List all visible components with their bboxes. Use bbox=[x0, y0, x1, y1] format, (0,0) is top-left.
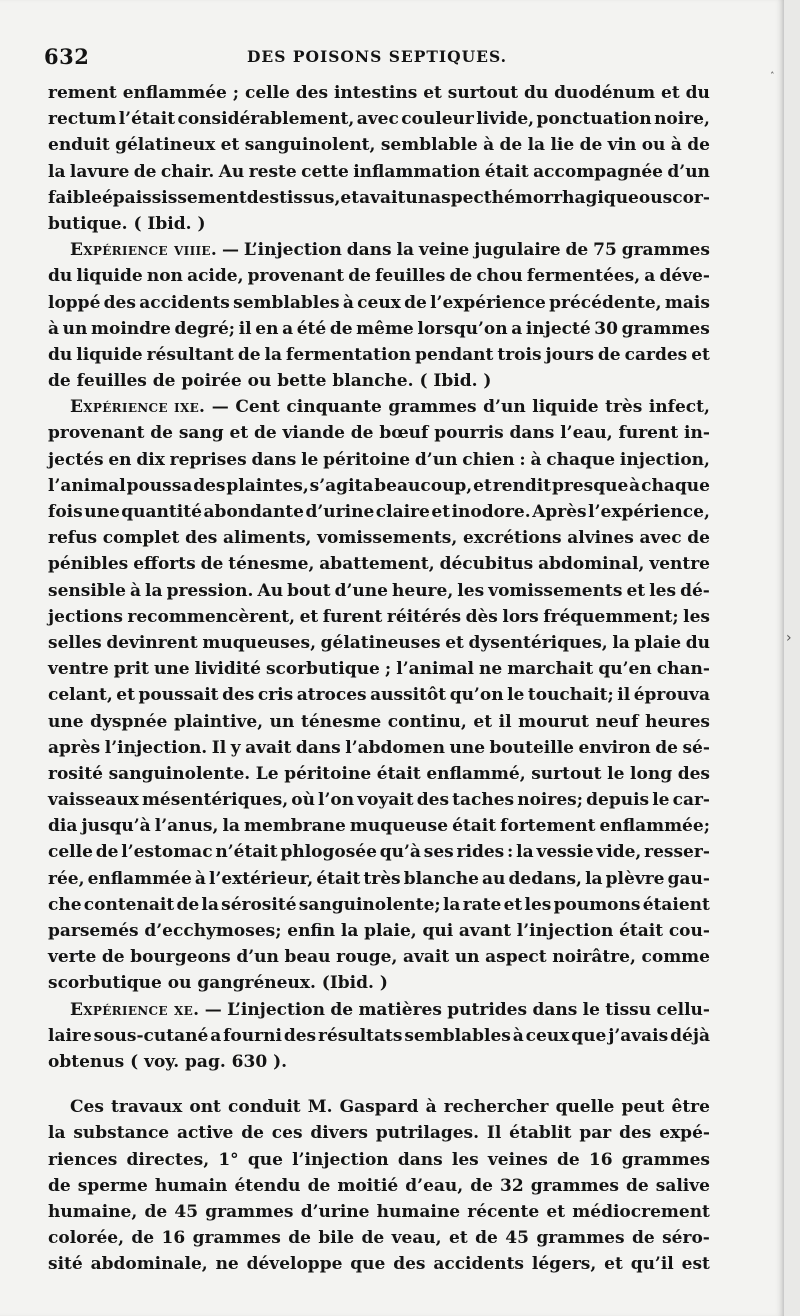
text-line: jectés en dix reprises dans le péritoine d’un chien : à chaque injection, bbox=[48, 449, 710, 470]
experiment-label: Expérience viiie. bbox=[70, 240, 218, 261]
text-line: rée, enflammée à l’extérieur, était très blanche au dedans, la plèvre gau- bbox=[48, 868, 710, 889]
text-line: parsemés d’ecchymoses; enfin la plaie, qui avant l’injection était cou- bbox=[48, 921, 710, 941]
text-line: celle de l’estomac n’était phlogosée qu’à ses rides : la vessie vide, resser- bbox=[48, 842, 710, 863]
text-line: vaisseaux mésentériques, où l’on voyait des taches noires; depuis le car- bbox=[48, 790, 710, 811]
text-line: loppé des accidents semblables à ceux de l’expérience précédente, mais bbox=[48, 292, 710, 313]
text-line: Expérience viiie. — L’injection dans la veine jugulaire de 75 grammes bbox=[48, 237, 710, 263]
text-line: provenant de sang et de viande de bœuf pourris dans l’eau, furent in- bbox=[48, 423, 710, 444]
text-line: pénibles efforts de ténesme, abattement, décubitus abdominal, ventre bbox=[48, 554, 710, 575]
paragraph-experience-9 bbox=[48, 394, 710, 996]
page-number: 632 bbox=[44, 44, 90, 69]
text-line: riences directes, 1° que l’injection dans les veines de 16 grammes bbox=[48, 1149, 710, 1170]
text-line: obtenus ( voy. pag. 630 ). bbox=[48, 1051, 288, 1072]
text-line: ventre prit une lividité scorbutique ; l’animal ne marchait qu’en chan- bbox=[48, 659, 710, 680]
text-line: après l’injection. Il y avait dans l’abdomen une bouteille environ de sé- bbox=[48, 737, 710, 758]
text-line: dia jusqu’à l’anus, la membrane muqueuse était fortement enflammée; bbox=[48, 816, 710, 837]
text-line: selles devinrent muqueuses, gélatineuses et dysentériques, la plaie du bbox=[48, 632, 710, 653]
margin-tick: › bbox=[786, 630, 792, 646]
text-line: Expérience xe. — L’injection de matières putrides dans le tissu cellu- bbox=[48, 997, 710, 1023]
paragraph-experience-10 bbox=[48, 997, 710, 1076]
text-line: l’animal poussa des plaintes, s’agita beaucoup, et rendit presque à chaque bbox=[48, 475, 710, 496]
text-line: faible épaississement des tissus, et avait un aspect hémorrhagique ou scor- bbox=[48, 187, 710, 208]
margin-tick: ˰ bbox=[770, 59, 775, 75]
text-line: laire sous-cutané a fourni des résultats semblables à ceux que j’avais déjà bbox=[48, 1025, 710, 1046]
text-line: sité abdominale, ne développe que des accidents légers, et qu’il est bbox=[48, 1254, 710, 1275]
text-line: du liquide résultant de la fermentation pendant trois jours de cardes et bbox=[48, 344, 710, 365]
text-line: verte de bourgeons d’un beau rouge, avait un aspect noirâtre, comme bbox=[48, 947, 710, 968]
text-line: de feuilles de poirée ou bette blanche. ( Ibid. ) bbox=[48, 371, 492, 392]
text-line: rosité sanguinolente. Le péritoine était enflammé, surtout le long des bbox=[48, 763, 710, 784]
text-line: jections recommencèrent, et furent réitérés dès lors fréquemment; les bbox=[48, 606, 710, 627]
text-line: sensible à la pression. Au bout d’une heure, les vomissements et les dé- bbox=[48, 580, 710, 601]
text-line: che contenait de la sérosité sanguinolente; la rate et les poumons étaient bbox=[48, 894, 710, 915]
text-line: une dyspnée plaintive, un ténesme continu, et il mourut neuf heures bbox=[48, 711, 710, 732]
text-line: du liquide non acide, provenant de feuilles de chou fermentées, a déve- bbox=[48, 266, 710, 287]
text-line: butique. ( Ibid. ) bbox=[48, 213, 206, 234]
text-line: rement enflammée ; celle des intestins et surtout du duodénum et du bbox=[48, 83, 710, 103]
text-line: rectum l’était considérablement, avec couleur livide, ponctuation noire, bbox=[48, 109, 710, 130]
text-line: Expérience ixe. — Cent cinquante grammes d’un liquide très infect, bbox=[48, 394, 710, 420]
text-line: la lavure de chair. Au reste cette inflammation était accompagnée d’un bbox=[48, 161, 710, 182]
paragraph-continuation bbox=[48, 80, 710, 237]
text-line: humaine, de 45 grammes d’urine humaine récente et médiocrement bbox=[48, 1201, 710, 1222]
paragraph-gaspard bbox=[48, 1094, 710, 1277]
experiment-label: Expérience ixe. bbox=[70, 397, 206, 418]
text-line: celant, et poussait des cris atroces aussitôt qu’on le touchait; il éprouva bbox=[48, 685, 710, 706]
text-line: Ces travaux ont conduit M. Gaspard à rechercher quelle peut être bbox=[70, 1097, 710, 1118]
text-line: fois une quantité abondante d’urine claire et inodore. Après l’expérience, bbox=[48, 502, 710, 522]
running-title: DES POISONS SEPTIQUES. bbox=[246, 47, 508, 66]
text-line: enduit gélatineux et sanguinolent, semblable à de la lie de vin ou à de bbox=[48, 135, 710, 156]
text-line: la substance active de ces divers putrilages. Il établit par des expé- bbox=[48, 1123, 710, 1144]
text-line: colorée, de 16 grammes de bile de veau, et de 45 grammes de séro- bbox=[48, 1228, 710, 1249]
text-line: de sperme humain étendu de moitié d’eau, de 32 grammes de salive bbox=[48, 1175, 710, 1196]
body-text bbox=[48, 80, 710, 1277]
text-line: scorbutique ou gangréneux. (Ibid. ) bbox=[48, 973, 388, 994]
paragraph-experience-8 bbox=[48, 237, 710, 394]
experiment-label: Expérience xe. bbox=[70, 999, 200, 1020]
running-head bbox=[44, 44, 710, 74]
text-line: refus complet des aliments, vomissements, excrétions alvines avec de bbox=[48, 528, 710, 549]
text-line: à un moindre degré; il en a été de même lorsqu’on a injecté 30 grammes bbox=[48, 318, 710, 339]
paragraph-gap bbox=[48, 1075, 710, 1094]
